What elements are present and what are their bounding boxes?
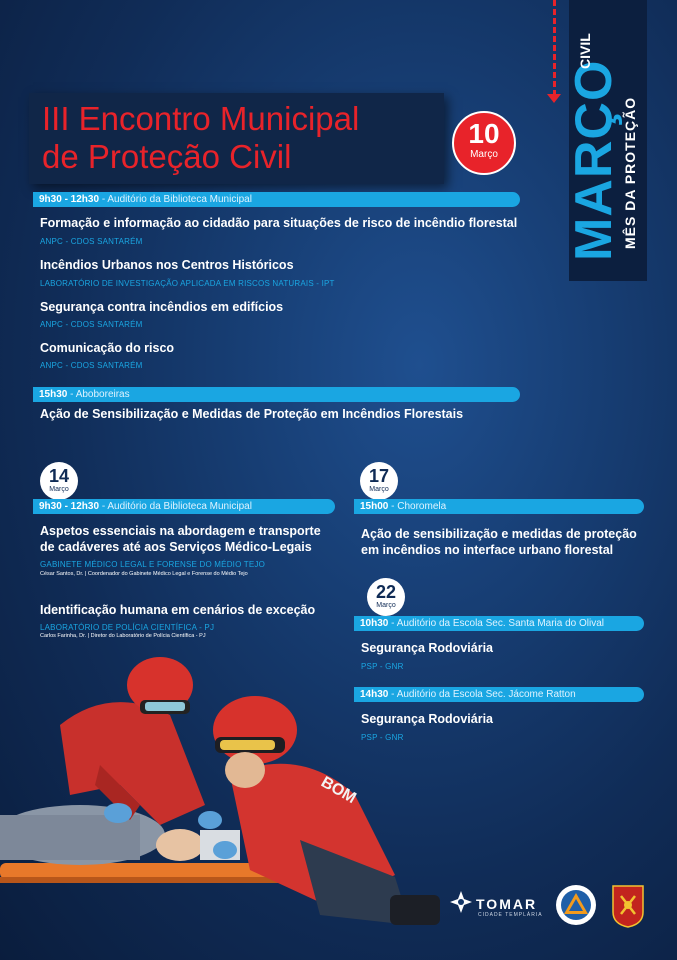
time-bar [33,387,520,402]
date-badge-10 [452,111,516,175]
speaker-note: César Santos, Dr. | Coordenador do Gabinete Médico Legal e Forense do Médio Tejo [40,571,248,577]
date-badge-17 [360,462,398,500]
time-bar [33,192,520,207]
cross-of-order-icon [449,890,473,914]
badge-day: 10 [468,118,500,149]
session-place: - Aboboreiras [70,389,130,400]
badge-day: 17 [368,466,390,486]
badge-day: 22 [375,582,397,602]
session-time: 9h30 - 12h30 [39,194,100,205]
session-place: - Auditório da Escola Sec. Santa Maria do Olival [391,618,605,629]
banner-month: MARÇO [565,59,623,261]
event-title: de cadáveres até aos Serviços Médico-Legais [40,540,312,554]
badge-month: Março [376,602,396,609]
svg-text:BOM: BOM [318,773,359,808]
session-place: - Auditório da Biblioteca Municipal [101,501,252,512]
event-org: PSP - GNR [361,662,404,671]
badge-month: Março [369,486,389,493]
dashed-arrow-line [553,0,556,96]
event-title: Incêndios Urbanos nos Centros Históricos [40,258,294,272]
date-badge-14 [40,462,78,500]
event-org: ANPC - CDOS SANTARÉM [40,237,143,246]
civil-protection-logo [555,884,597,926]
session-place: - Choromela [391,501,447,512]
time-bar [33,499,335,514]
event-org: GABINETE MÉDICO LEGAL E FORENSE DO MÉDIO TEJO [40,560,266,569]
rescue-photo [0,645,450,935]
badge-day: 14 [48,466,70,486]
event-org: PSP - GNR [361,733,404,742]
session-time: 14h30 [360,689,389,700]
month-banner [565,0,647,281]
speaker-note: Carlos Farinha, Dr. | Diretor do Laboratório de Polícia Científica - PJ [40,633,206,639]
page-title-line2: de Proteção Civil [42,138,292,175]
event-title: em incêndios no interface urbano florestal [361,543,614,557]
time-bar [354,499,644,514]
session-place: - Auditório da Escola Sec. Jácome Ratton [391,689,576,700]
page-title-line1: III Encontro Municipal [42,100,360,137]
date-badge-22 [367,578,405,616]
event-title: Segurança Rodoviária [361,712,493,726]
event-title: Aspetos essenciais na abordagem e transporte [40,524,321,538]
badge-month: Março [49,486,69,493]
banner-subtitle: MÊS DA PROTEÇÃO [622,96,638,249]
event-title: Segurança Rodoviária [361,641,493,655]
event-org: LABORATÓRIO DE POLÍCIA CIENTÍFICA - PJ [40,623,215,632]
event-title: Segurança contra incêndios em edifícios [40,300,284,314]
event-title: Identificação humana em cenários de exceção [40,603,316,617]
title-box [29,93,444,184]
event-org: LABORATÓRIO DE INVESTIGAÇÃO APLICADA EM RISCOS NATURAIS - IPT [40,279,335,288]
event-title: Comunicação do risco [40,341,175,355]
event-org: ANPC - CDOS SANTARÉM [40,320,143,329]
event-org: ANPC - CDOS SANTARÉM [40,361,143,370]
session-time: 15h30 [39,389,68,400]
session-time: 15h00 [360,501,389,512]
session-time: 9h30 - 12h30 [39,501,100,512]
badge-month: Março [470,149,498,160]
event-title: Ação de sensibilização e medidas de proteção [361,527,637,541]
tomar-logo-subtitle: CIDADE TEMPLÁRIA [478,912,543,918]
tomar-logo-text: TOMAR [476,896,538,912]
session-time: 10h30 [360,618,389,629]
event-title: Ação de Sensibilização e Medidas de Proteção em Incêndios Florestais [40,407,464,421]
event-title: Formação e informação ao cidadão para situações de risco de incêndio florestal [40,216,518,230]
banner-subtitle-civil: CIVIL [577,33,593,69]
session-place: - Auditório da Biblioteca Municipal [101,194,252,205]
firefighters-crest-icon [611,884,645,928]
time-bar [354,616,644,631]
arrow-down-icon [547,94,561,103]
